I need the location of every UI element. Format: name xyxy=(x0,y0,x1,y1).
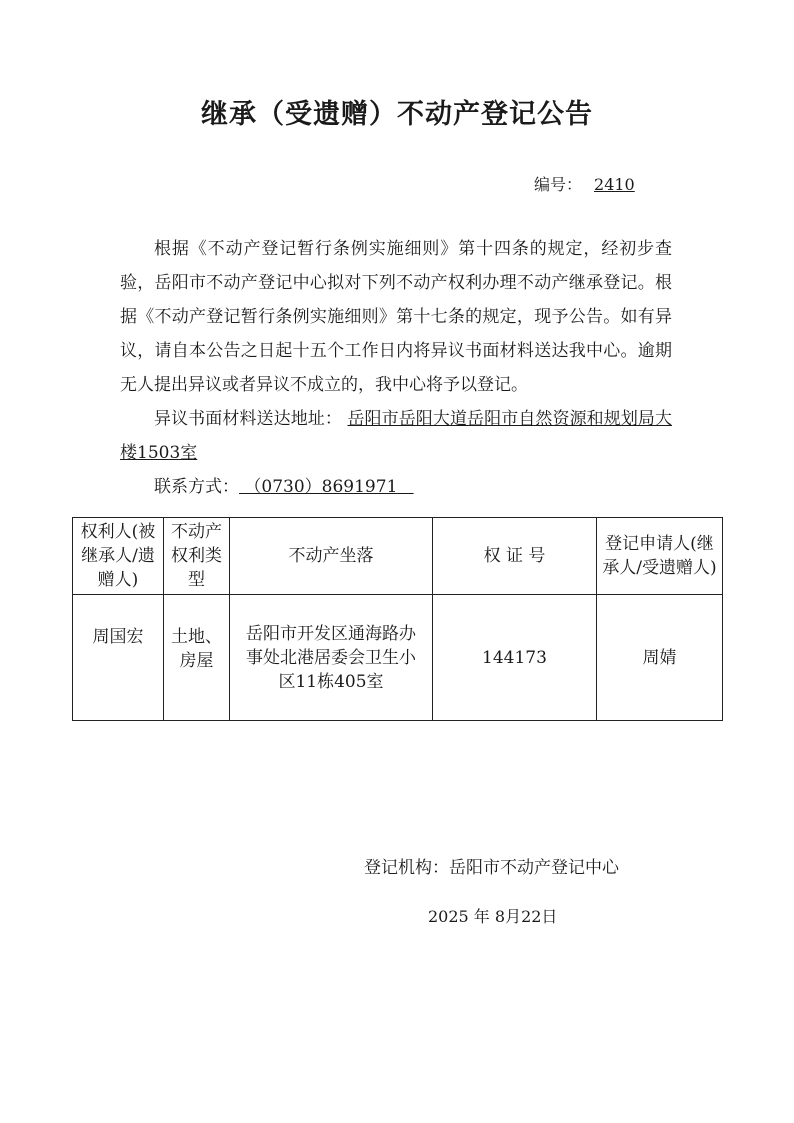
header-type: 不动产权利类型 xyxy=(164,518,230,595)
number-value: 2410 xyxy=(594,175,635,194)
table-row xyxy=(73,595,723,721)
cell-holder: 周国宏 xyxy=(73,595,164,721)
page-title: 继承（受遗赠）不动产登记公告 xyxy=(201,99,593,130)
address-paragraph xyxy=(120,402,672,470)
announcement-body xyxy=(120,232,672,504)
header-holder: 权利人(被继承人/遗赠人) xyxy=(73,518,164,595)
contact-value: （0730）8691971 xyxy=(244,477,398,497)
number-label: 编号： xyxy=(534,175,583,194)
cell-cert: 144173 xyxy=(433,595,597,721)
cell-type: 土地、房屋 xyxy=(164,595,230,721)
contact-label: 联系方式： xyxy=(154,477,239,497)
contact-paragraph xyxy=(120,470,672,504)
address-label: 异议书面材料送达地址： xyxy=(154,409,342,429)
table-header-row xyxy=(73,518,723,595)
announcement-date: 2025 年 8月22日 xyxy=(428,907,558,926)
cell-applicant: 周婧 xyxy=(597,595,723,721)
document-number xyxy=(534,172,635,195)
header-location: 不动产坐落 xyxy=(230,518,433,595)
registration-authority: 登记机构：岳阳市不动产登记中心 xyxy=(364,858,619,878)
header-applicant: 登记申请人(继承人/受遗赠人) xyxy=(597,518,723,595)
header-cert: 权 证 号 xyxy=(433,518,597,595)
main-paragraph: 根据《不动产登记暂行条例实施细则》第十四条的规定，经初步查验，岳阳市不动产登记中心拟对下列不动产权利办理不动产继承登记。根据《不动产登记暂行条例实施细则》第十七条的规定，现予公告。如有异议，请自本公告之日起十五个工作日内将异议书面材料送达我中心。逾期无人提出异议或者异议不成立的，我中心将予以登记。 xyxy=(120,239,672,395)
registration-table xyxy=(72,517,723,721)
cell-location: 岳阳市开发区通海路办事处北港居委会卫生小区11栋405室 xyxy=(230,595,433,721)
address-value: 岳阳市岳阳大道岳阳市自然资源和规划局大楼1503室 xyxy=(120,409,673,463)
